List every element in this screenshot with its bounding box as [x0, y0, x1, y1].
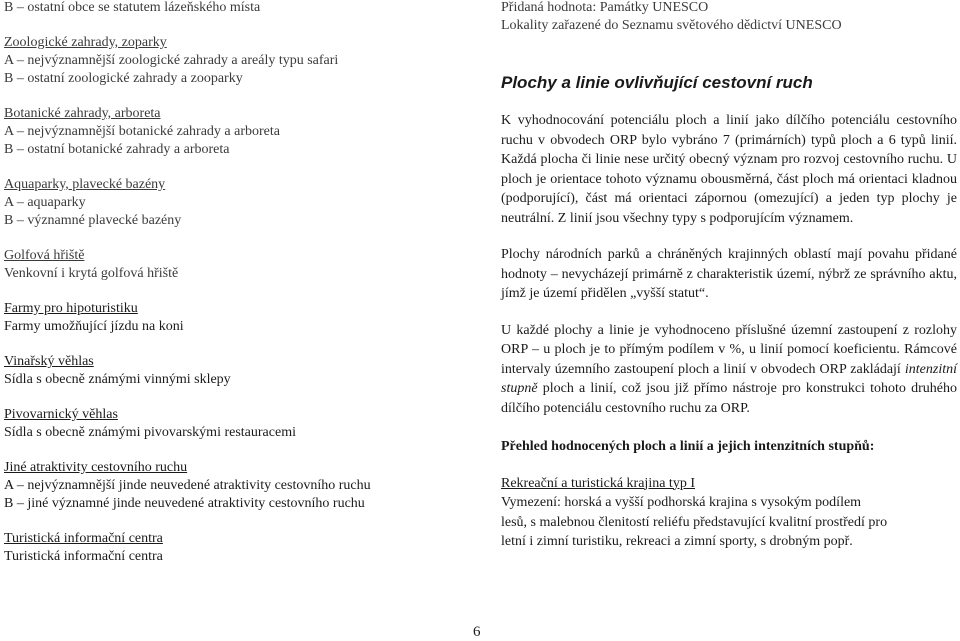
list-item: B – ostatní obce se statutem lázeňského místa [4, 0, 261, 15]
category-horse-farms [4, 300, 444, 336]
page-number: 6 [473, 624, 481, 640]
list-item: A – aquaparky [4, 195, 86, 210]
list-item: A – nejvýznamnější jinde neuvedené atraktivity cestovního ruchu [4, 478, 371, 493]
category-title: Vinařský věhlas [4, 354, 94, 369]
section-heading: Plochy a linie ovlivňující cestovní ruch [501, 73, 813, 92]
paragraph-representation [501, 321, 957, 419]
category-golf [4, 247, 444, 283]
list-item: Farmy umožňující jízdu na koni [4, 319, 184, 334]
list-item: A – nejvýznamnější botanické zahrady a arboreta [4, 124, 280, 139]
definition-line: letní i zimní turistiku, rekreaci a zimní sporty, s drobným popř. [501, 534, 853, 549]
category-wine [4, 353, 444, 389]
category-other-attractions [4, 459, 444, 513]
text-span: Z linií jsou všechny typy s podporujícím významem. [557, 210, 854, 226]
subsection-title: Rekreační a turistická krajina typ I [501, 475, 695, 491]
category-title: Golfová hřiště [4, 248, 85, 263]
category-title: Farmy pro hipoturistiku [4, 301, 138, 316]
category-title: Zoologické zahrady, zoparky [4, 35, 167, 50]
category-title: Turistická informační centra [4, 531, 163, 546]
paragraph-national-parks: Plochy národních parků a chráněných krajinných oblastí mají povahu přidané hodnoty – nevycházejí primárně z charakteristik území, nýbrž ze správního aktu, jímž je území přidělen „vyšší statut“. [501, 247, 957, 301]
text-span: U ploch je orientace tohoto významu obousměrná, část ploch má orientaci kladnou (podporující), část má orientaci zápornou (omezující) a jeden typ plochy je neutrální. [501, 152, 957, 226]
category-title: Pivovarnický věhlas [4, 407, 118, 422]
left-column [4, 0, 444, 583]
text-span: Rámcové intervaly územního zastoupení ploch a linií v obvodech ORP zakládají [501, 342, 957, 377]
list-item: B – ostatní botanické zahrady a arboreta [4, 142, 230, 157]
category-brewery [4, 406, 444, 442]
category-info-centers [4, 530, 444, 566]
category-zoos [4, 34, 444, 88]
category-title: Aquaparky, plavecké bazény [4, 177, 166, 192]
text-span: U každé plochy a linie je vyhodnoceno příslušné územní zastoupení z rozlohy ORP – u ploch je to přímým podílem v %, u linií pomocí koeficientu. [501, 322, 957, 357]
category-aquaparks [4, 176, 444, 230]
emphasis-text: intenzitní stupně [501, 361, 957, 396]
list-item: Turistická informační centra [4, 549, 163, 564]
unesco-block [501, 0, 957, 35]
spa-towns-group [4, 0, 444, 17]
overview-heading: Přehled hodnocených ploch a linií a jejich intenzitních stupňů: [501, 439, 875, 454]
category-title: Jiné atraktivity cestovního ruchu [4, 460, 188, 475]
list-item: Sídla s obecně známými vinnými sklepy [4, 372, 231, 387]
unesco-title: Přidaná hodnota: Památky UNESCO [501, 0, 709, 15]
list-item: Sídla s obecně známými pivovarskými restauracemi [4, 425, 296, 440]
right-column [501, 0, 957, 552]
definition-line: lesů, s malebnou členitostí reliéfu představující kvalitní prostředí pro [501, 514, 888, 530]
list-item: Venkovní i krytá golfová hřiště [4, 266, 179, 281]
list-item: A – nejvýznamnější zoologické zahrady a areály typu safari [4, 53, 339, 68]
category-title: Botanické zahrady, arboreta [4, 106, 161, 121]
text-span: Každá plocha či linie nese určitý obecný význam pro rozvoj cestovního ruchu. [501, 152, 944, 167]
paragraph-evaluation [501, 111, 957, 228]
unesco-description: Lokality zařazené do Seznamu světového dědictví UNESCO [501, 18, 842, 33]
list-item: B – významné plavecké bazény [4, 213, 182, 228]
list-item: B – ostatní zoologické zahrady a zooparky [4, 71, 243, 86]
text-span: ploch a linií, což jsou již přímo nástroje pro konstrukci tohoto druhého dílčího potenciálu cestovního ruchu za ORP. [501, 381, 957, 416]
text-span: K vyhodnocování potenciálu ploch a linií jako dílčího potenciálu cestovního ruchu v obvodech ORP bylo vybráno 7 (primárních) typů ploch a 6 typů linií. [501, 113, 957, 148]
list-item: B – jiné významné jinde neuvedené atraktivity cestovního ruchu [4, 496, 365, 511]
definition-line: Vymezení: horská a vyšší podhorská krajina s vysokým podílem [501, 495, 862, 510]
category-botanical-gardens [4, 105, 444, 159]
